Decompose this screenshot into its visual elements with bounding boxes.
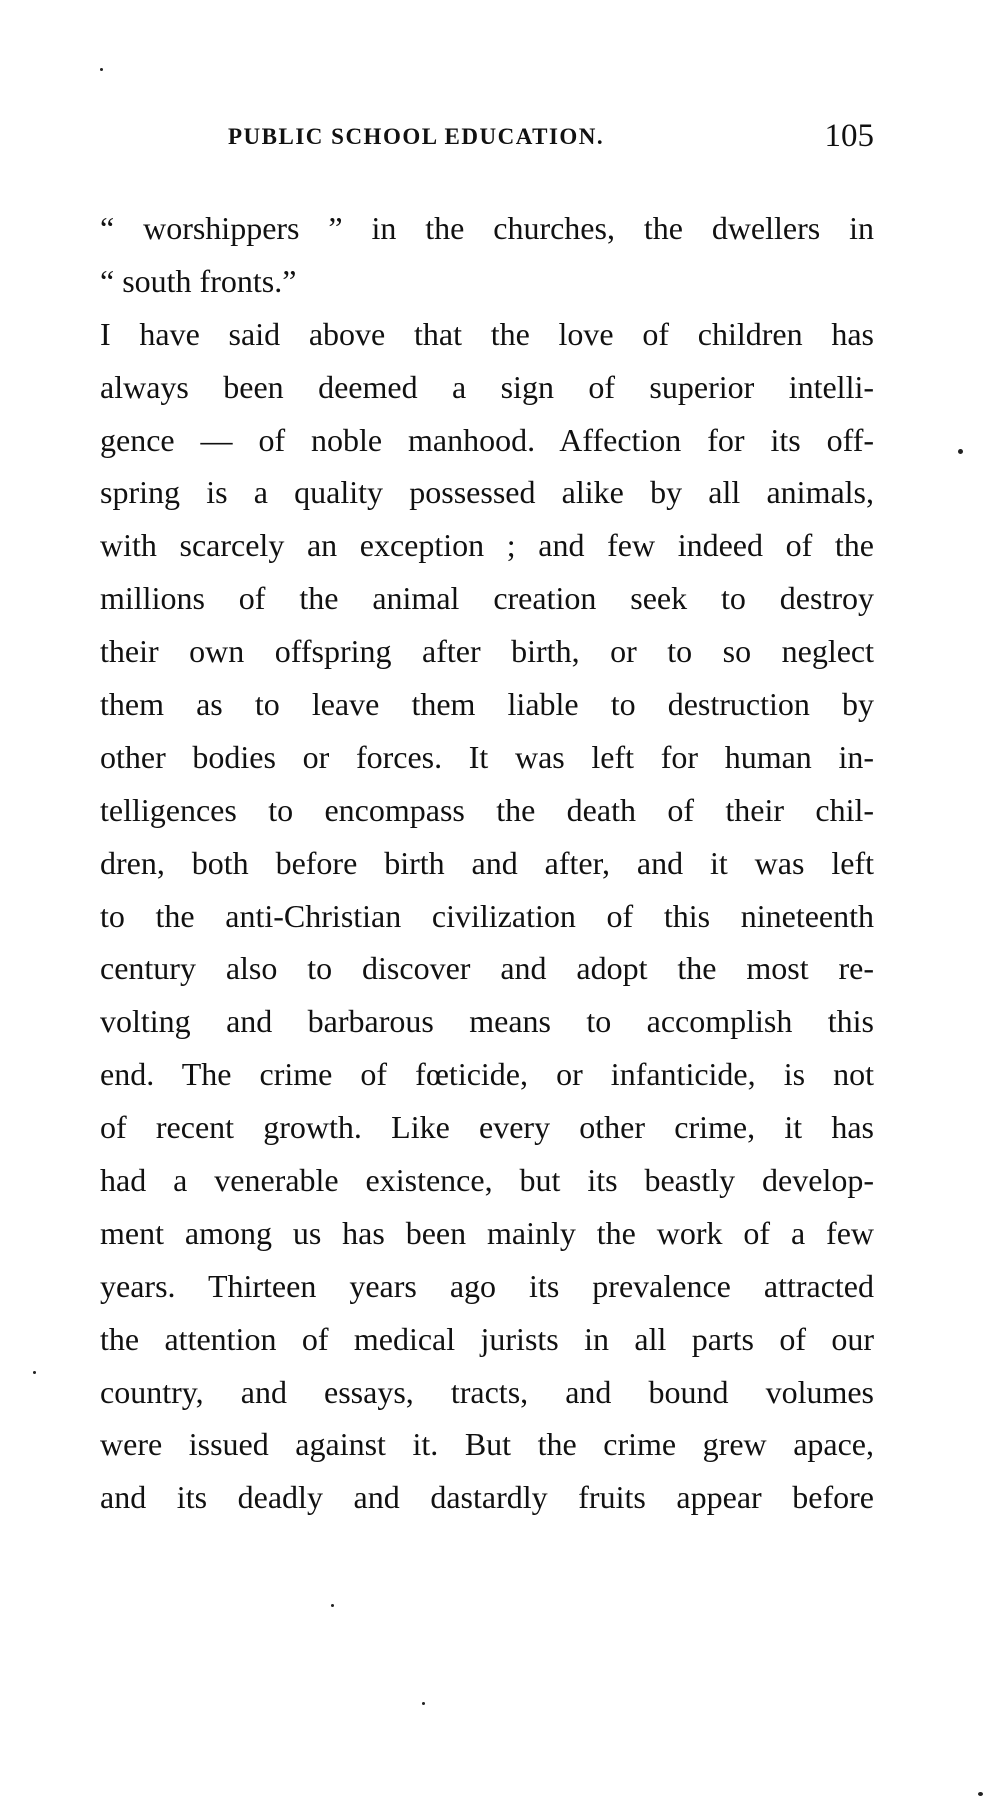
text-line: and its deadly and dastardly fruits appear before [100, 1479, 874, 1516]
page-number: 105 [824, 118, 874, 154]
text-line: I have said above that the love of children has [100, 315, 874, 352]
text-line: were issued against it. But the crime grew apace, [100, 1426, 874, 1463]
scan-speck [331, 1604, 334, 1607]
text-line: century also to discover and adopt the most re- [100, 950, 874, 987]
text-line: gence — of noble manhood. Affection for its off- [100, 421, 874, 458]
running-title: PUBLIC SCHOOL EDUCATION. [228, 124, 605, 149]
text-line: ment among us has been mainly the work of a few [100, 1214, 874, 1251]
text-line: other bodies or forces. It was left for human in- [100, 738, 874, 775]
text-line: dren, both before birth and after, and it was left [100, 844, 874, 881]
text-line: to the anti-Christian civilization of this nineteenth [100, 897, 874, 934]
scan-speck [100, 68, 103, 71]
text-line: always been deemed a sign of superior intelli- [100, 368, 874, 405]
text-line: country, and essays, tracts, and bound volumes [100, 1373, 874, 1410]
text-line: “ south fronts.” [100, 262, 297, 299]
body-text [100, 202, 874, 1524]
text-line: end. The crime of fœticide, or infanticide, is not [100, 1056, 874, 1093]
text-line: volting and barbarous means to accomplish this [100, 1003, 874, 1040]
text-line: spring is a quality possessed alike by all animals, [100, 474, 874, 511]
text-line: had a venerable existence, but its beastly develop- [100, 1162, 874, 1199]
text-line: them as to leave them liable to destruction by [100, 686, 874, 723]
text-line: the attention of medical jurists in all parts of our [100, 1320, 874, 1357]
text-line: “ worshippers ” in the churches, the dwellers in [100, 210, 874, 246]
text-line: years. Thirteen years ago its prevalence attracted [100, 1267, 874, 1304]
text-line: of recent growth. Like every other crime, it has [100, 1109, 874, 1146]
scan-speck [422, 1702, 425, 1705]
scan-speck [33, 1371, 36, 1374]
text-line: telligences to encompass the death of their chil- [100, 791, 874, 828]
page-header [100, 118, 874, 162]
scan-speck [978, 1792, 983, 1796]
text-line: millions of the animal creation seek to destroy [100, 580, 874, 617]
text-line: their own offspring after birth, or to so neglect [100, 633, 874, 670]
scan-speck [958, 449, 963, 454]
text-line: with scarcely an exception ; and few indeed of the [100, 527, 874, 564]
